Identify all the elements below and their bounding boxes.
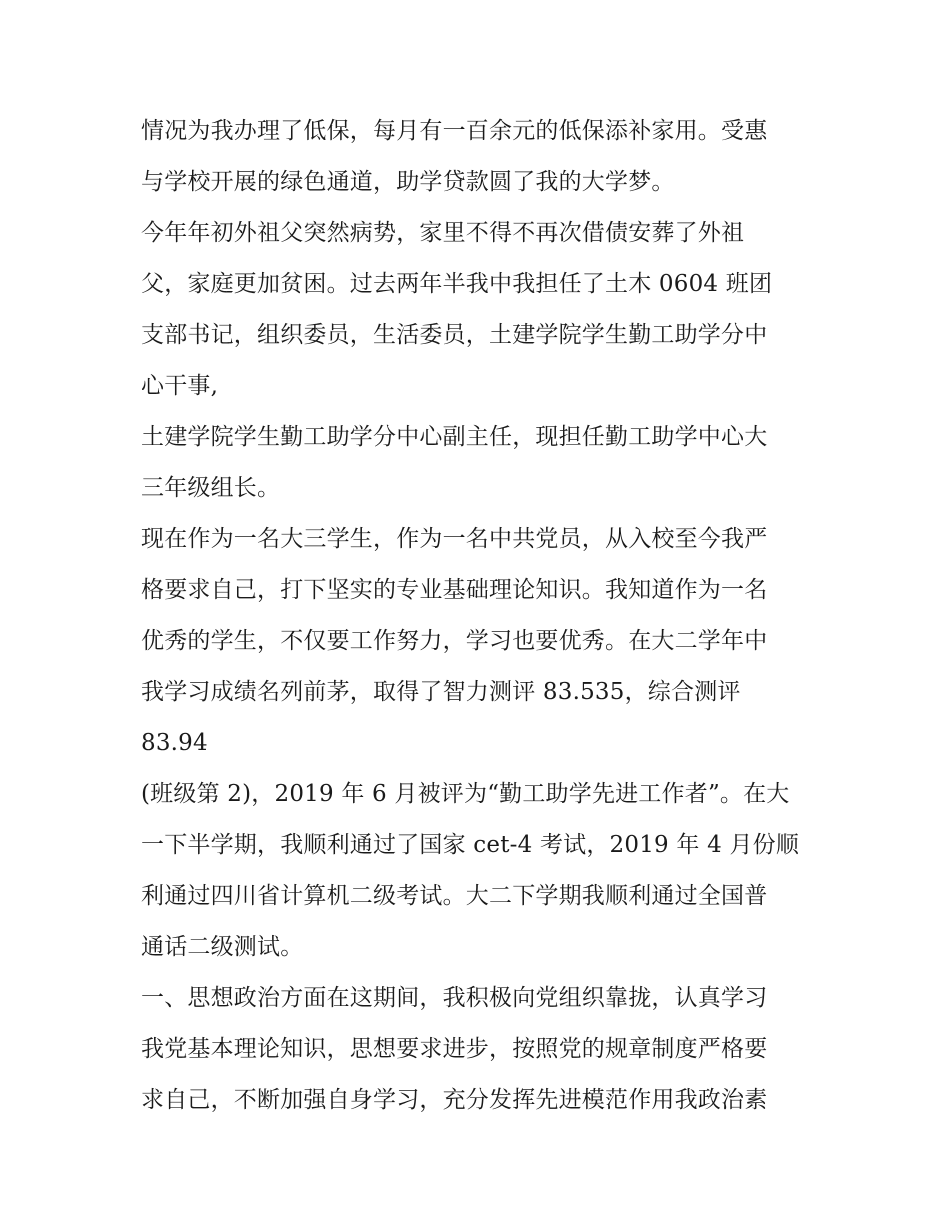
text-line: 今年年初外祖父突然病势，家里不得不再次借债安葬了外祖 <box>141 220 745 246</box>
text-line: 利通过四川省计算机二级考试。大二下学期我顺利通过全国普 <box>141 883 768 909</box>
text-line: 情况为我办理了低保，每月有一百余元的低保添补家用。受惠 <box>141 118 768 144</box>
text-line: 三年级组长。 <box>141 475 281 501</box>
text-line: 一、思想政治方面在这期间，我积极向党组织靠拢，认真学习 <box>141 985 768 1011</box>
text-line: 支部书记，组织委员，生活委员，土建学院学生勤工助学分中 <box>141 322 768 348</box>
text-line: 一下半学期，我顺利通过了国家 cet-4 考试，2019 年 4 月份顺 <box>141 832 800 858</box>
text-line: 优秀的学生，不仅要工作努力，学习也要优秀。在大二学年中 <box>141 628 768 654</box>
text-line: 格要求自己，打下坚实的专业基础理论知识。我知道作为一名 <box>141 577 768 603</box>
text-line: (班级第 2)，2019 年 6 月被评为“勤工助学先进工作者”。在大 <box>141 781 790 807</box>
text-line: 求自己，不断加强自身学习，充分发挥先进模范作用我政治素 <box>141 1087 768 1113</box>
text-line: 我学习成绩名列前茅，取得了智力测评 83.535，综合测评 <box>141 679 741 705</box>
text-line: 83.94 <box>141 730 208 756</box>
text-line: 我党基本理论知识，思想要求进步，按照党的规章制度严格要 <box>141 1036 768 1062</box>
text-line: 与学校开展的绿色通道，助学贷款圆了我的大学梦。 <box>141 169 675 195</box>
text-line: 心干事, <box>141 373 219 399</box>
text-line: 现在作为一名大三学生，作为一名中共党员，从入校至今我严 <box>141 526 768 552</box>
text-line: 父，家庭更加贫困。过去两年半我中我担任了土木 0604 班团 <box>141 271 773 297</box>
body-text <box>141 106 821 1126</box>
text-line: 土建学院学生勤工助学分中心副主任，现担任勤工助学中心大 <box>141 424 768 450</box>
text-line: 通话二级测试。 <box>141 934 304 960</box>
